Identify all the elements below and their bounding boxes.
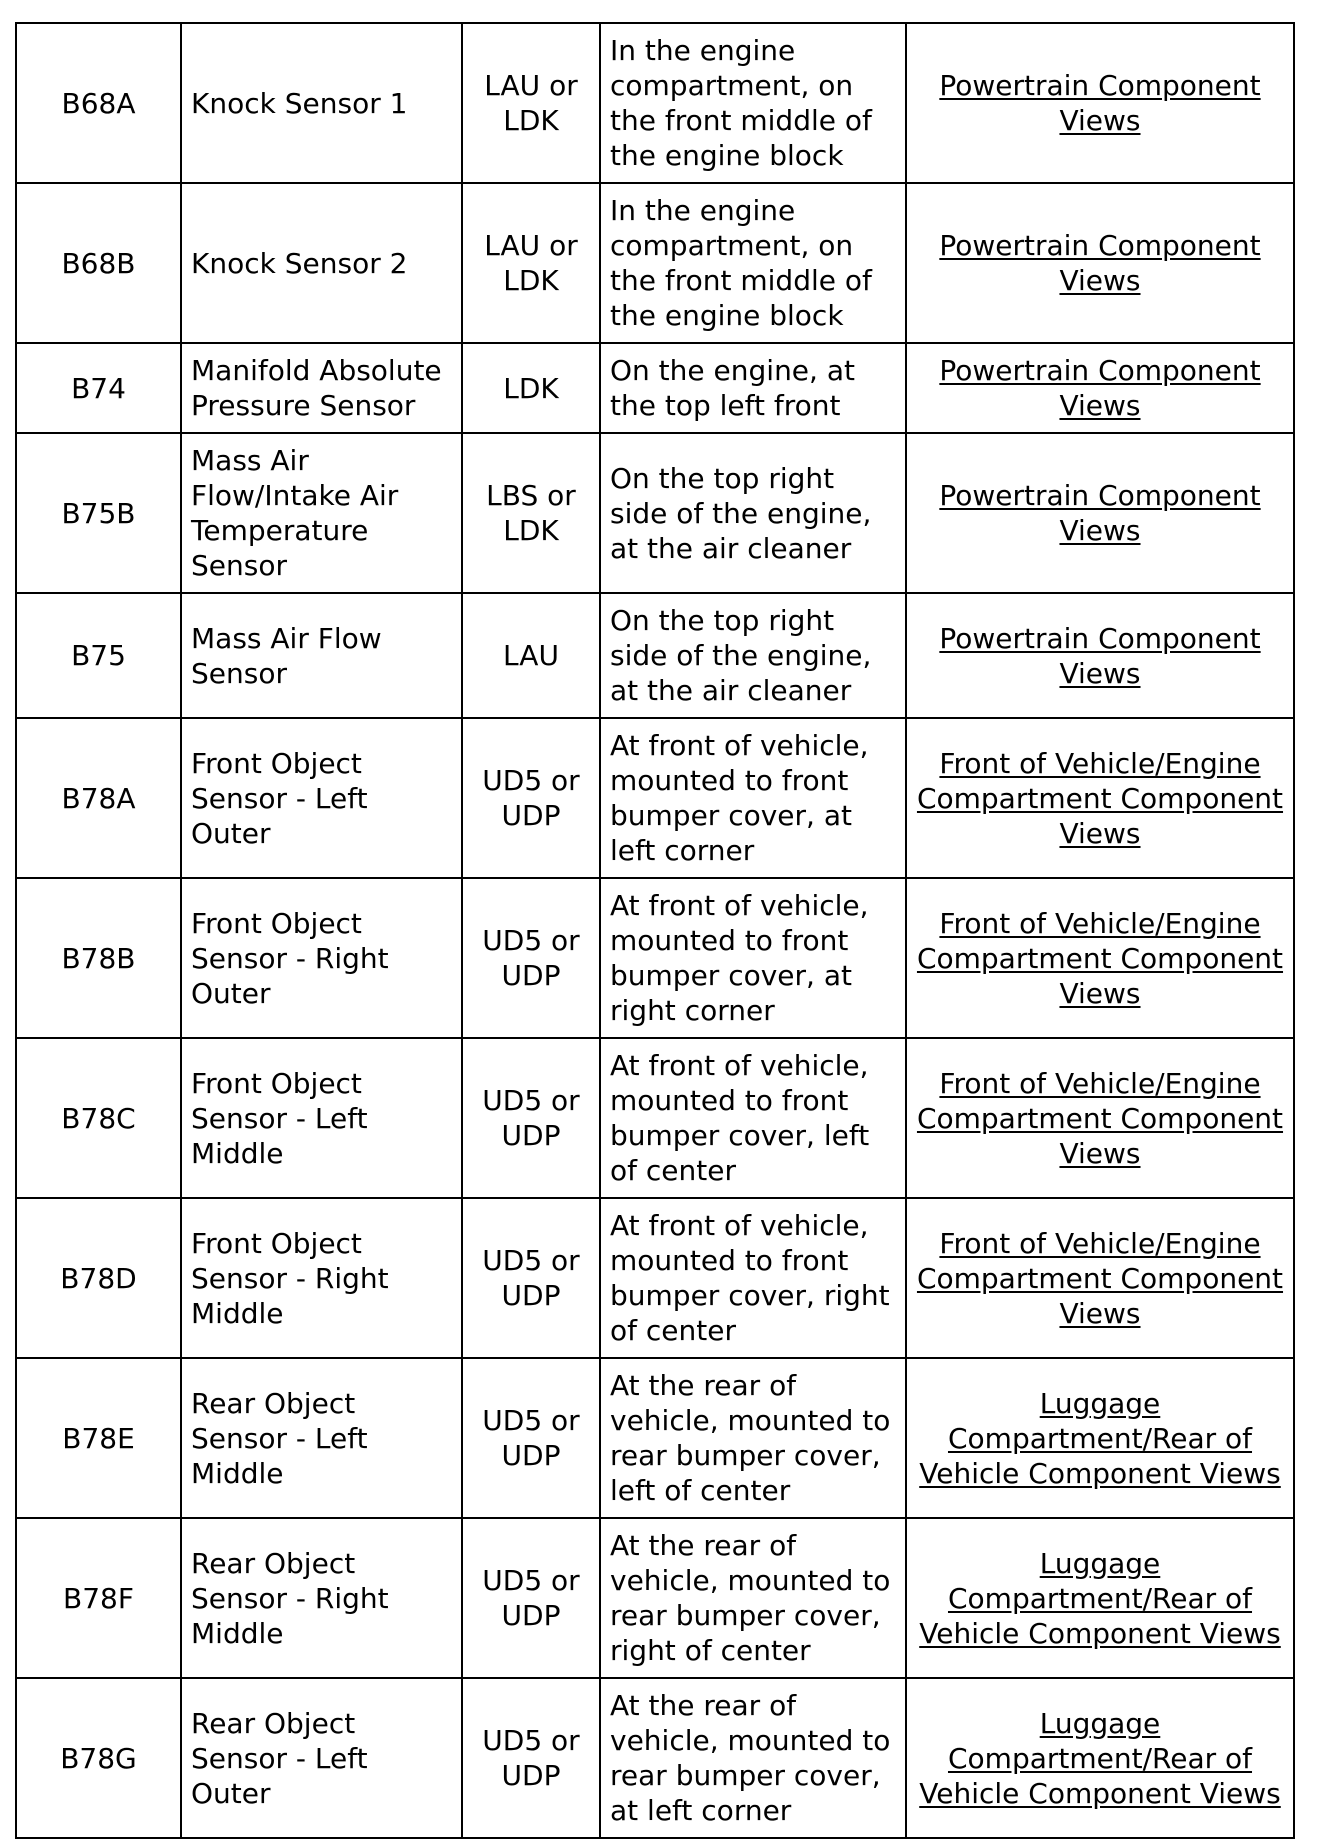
component-name: Mass Air Flow Sensor xyxy=(181,593,462,718)
component-view-link[interactable]: Front of Vehicle/Engine Compartment Component Views xyxy=(916,746,1284,850)
component-location: At the rear of vehicle, mounted to rear bumper cover, right of center xyxy=(600,1518,906,1678)
component-view-cell xyxy=(906,593,1294,718)
component-location: At front of vehicle, mounted to front bumper cover, left of center xyxy=(600,1038,906,1198)
component-name: Rear Object Sensor - Left Middle xyxy=(181,1358,462,1518)
component-name: Front Object Sensor - Right Outer xyxy=(181,878,462,1038)
table-row xyxy=(16,23,1294,183)
table-row xyxy=(16,1358,1294,1518)
component-location: At the rear of vehicle, mounted to rear bumper cover, left of center xyxy=(600,1358,906,1518)
component-view-link[interactable]: Powertrain Component Views xyxy=(939,69,1261,137)
component-view-link[interactable]: Front of Vehicle/Engine Compartment Component Views xyxy=(916,1226,1284,1330)
component-view-link[interactable]: Luggage Compartment/Rear of Vehicle Component Views xyxy=(919,1706,1281,1810)
component-view-link[interactable]: Powertrain Component Views xyxy=(939,621,1261,690)
component-name: Front Object Sensor - Left Outer xyxy=(181,718,462,878)
component-view-cell xyxy=(906,433,1294,593)
component-name: Front Object Sensor - Left Middle xyxy=(181,1038,462,1198)
component-view-cell xyxy=(906,718,1294,878)
table-row xyxy=(16,1038,1294,1198)
table-row xyxy=(16,343,1294,433)
component-option: LDK xyxy=(462,343,600,433)
component-option: UD5 or UDP xyxy=(462,718,600,878)
component-view-link[interactable]: Luggage Compartment/Rear of Vehicle Component Views xyxy=(919,1386,1281,1490)
component-location: On the top right side of the engine, at the air cleaner xyxy=(600,593,906,718)
component-location: At front of vehicle, mounted to front bumper cover, right of center xyxy=(600,1198,906,1358)
table-row xyxy=(16,878,1294,1038)
component-option: UD5 or UDP xyxy=(462,1038,600,1198)
component-view-cell xyxy=(906,1518,1294,1678)
component-location: At the rear of vehicle, mounted to rear bumper cover, at left corner xyxy=(600,1678,906,1838)
component-name: Knock Sensor 1 xyxy=(181,23,462,183)
component-name: Rear Object Sensor - Left Outer xyxy=(181,1678,462,1838)
component-view-cell xyxy=(906,1038,1294,1198)
table-row xyxy=(16,1198,1294,1358)
component-option: LAU xyxy=(462,593,600,718)
component-view-link[interactable]: Powertrain Component Views xyxy=(939,479,1261,547)
table-row xyxy=(16,1518,1294,1678)
component-id: B78C xyxy=(16,1038,181,1198)
component-view-link[interactable]: Powertrain Component Views xyxy=(939,229,1261,297)
component-option: LAU or LDK xyxy=(462,183,600,343)
component-option: LAU or LDK xyxy=(462,23,600,183)
component-view-cell xyxy=(906,878,1294,1038)
component-location: In the engine compartment, on the front middle of the engine block xyxy=(600,23,906,183)
component-name: Front Object Sensor - Right Middle xyxy=(181,1198,462,1358)
component-id: B78E xyxy=(16,1358,181,1518)
component-name: Knock Sensor 2 xyxy=(181,183,462,343)
component-view-link[interactable]: Front of Vehicle/Engine Compartment Component Views xyxy=(916,906,1284,1010)
component-id: B78A xyxy=(16,718,181,878)
component-name: Mass Air Flow/Intake Air Temperature Sensor xyxy=(181,433,462,593)
component-option: UD5 or UDP xyxy=(462,1518,600,1678)
component-id: B75 xyxy=(16,593,181,718)
table-row xyxy=(16,1678,1294,1838)
table-row xyxy=(16,433,1294,593)
component-id: B78D xyxy=(16,1198,181,1358)
component-id: B78F xyxy=(16,1518,181,1678)
component-location: At front of vehicle, mounted to front bumper cover, at left corner xyxy=(600,718,906,878)
component-name: Manifold Absolute Pressure Sensor xyxy=(181,343,462,433)
table-row xyxy=(16,718,1294,878)
component-location: In the engine compartment, on the front middle of the engine block xyxy=(600,183,906,343)
component-name: Rear Object Sensor - Right Middle xyxy=(181,1518,462,1678)
component-option: LBS or LDK xyxy=(462,433,600,593)
component-locator-table xyxy=(15,22,1295,1839)
component-location: On the top right side of the engine, at the air cleaner xyxy=(600,433,906,593)
component-view-link[interactable]: Luggage Compartment/Rear of Vehicle Component Views xyxy=(919,1546,1281,1650)
table-row xyxy=(16,593,1294,718)
component-option: UD5 or UDP xyxy=(462,1198,600,1358)
component-option: UD5 or UDP xyxy=(462,1358,600,1518)
component-view-cell xyxy=(906,23,1294,183)
component-view-link[interactable]: Front of Vehicle/Engine Compartment Component Views xyxy=(916,1066,1284,1170)
component-location: On the engine, at the top left front xyxy=(600,343,906,433)
component-view-cell xyxy=(906,1198,1294,1358)
component-view-cell xyxy=(906,183,1294,343)
component-option: UD5 or UDP xyxy=(462,1678,600,1838)
component-id: B68A xyxy=(16,23,181,183)
table-row xyxy=(16,183,1294,343)
component-id: B68B xyxy=(16,183,181,343)
component-option: UD5 or UDP xyxy=(462,878,600,1038)
component-id: B75B xyxy=(16,433,181,593)
component-view-link[interactable]: Powertrain Component Views xyxy=(939,354,1261,422)
component-location: At front of vehicle, mounted to front bumper cover, at right corner xyxy=(600,878,906,1038)
component-view-cell xyxy=(906,1358,1294,1518)
component-id: B78G xyxy=(16,1678,181,1838)
component-view-cell xyxy=(906,343,1294,433)
component-id: B74 xyxy=(16,343,181,433)
component-view-cell xyxy=(906,1678,1294,1838)
component-id: B78B xyxy=(16,878,181,1038)
